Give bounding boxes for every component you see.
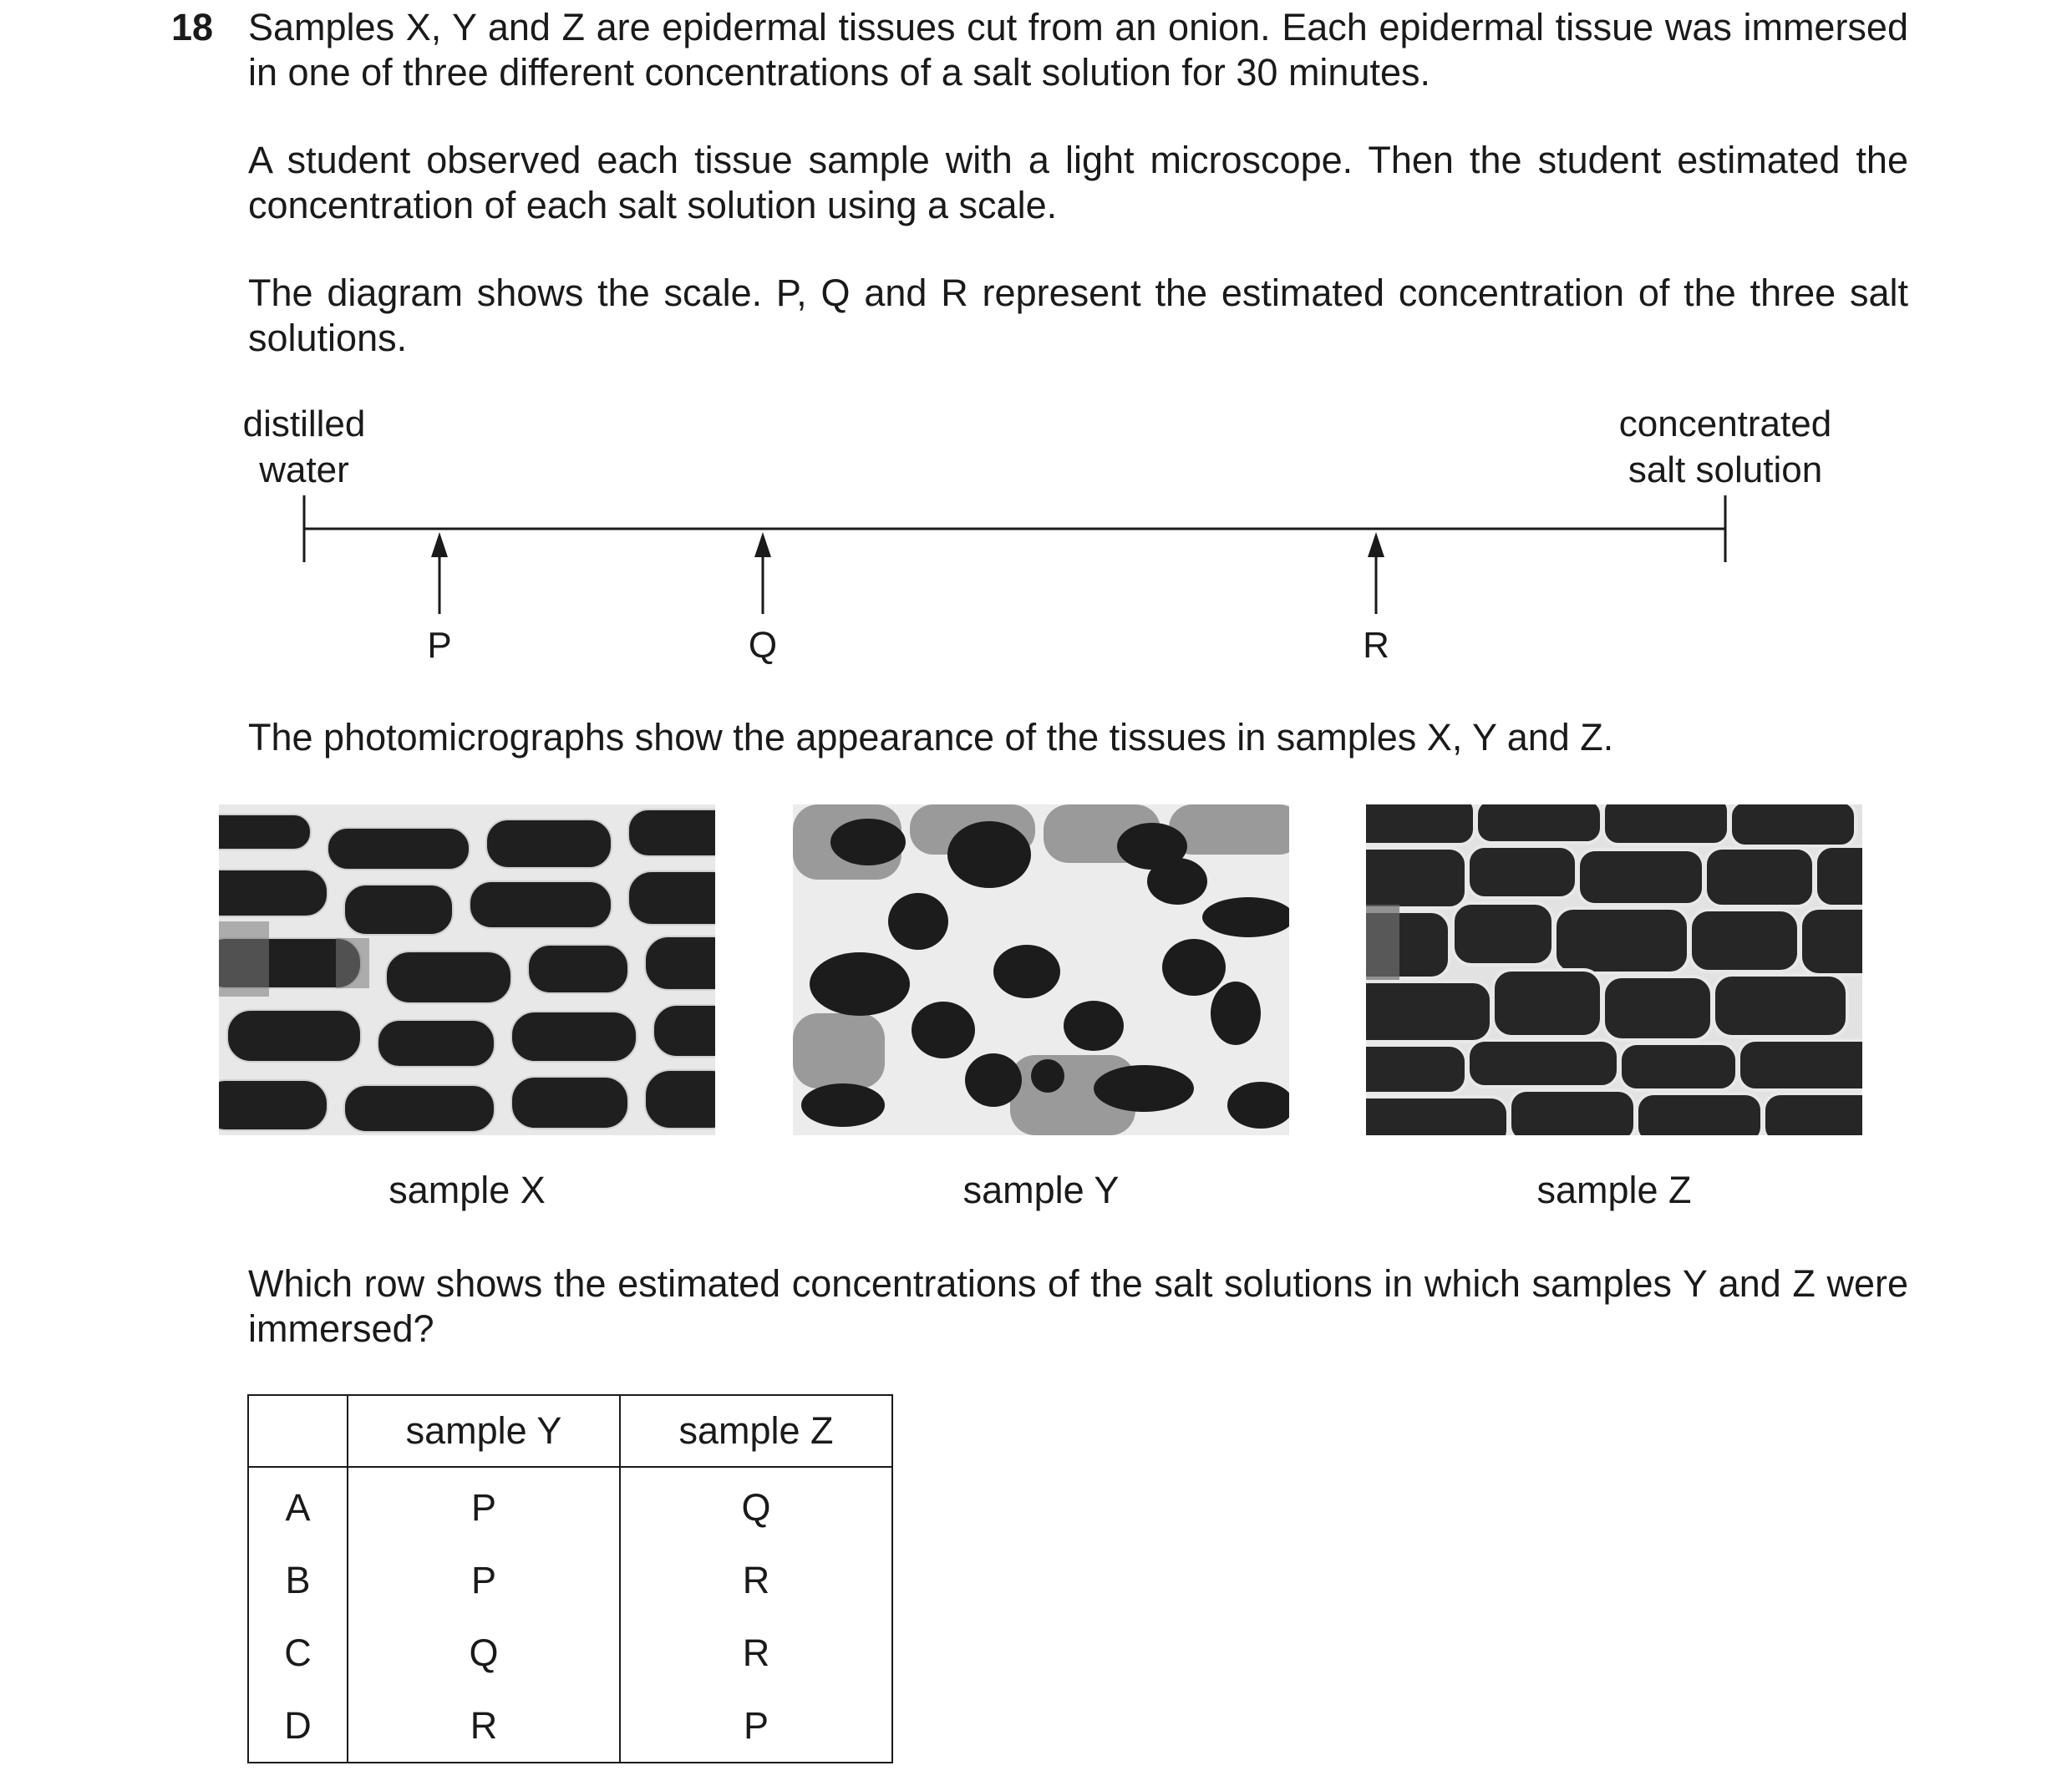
cell-sample-z: Q xyxy=(620,1467,892,1544)
option-letter: C xyxy=(248,1616,348,1689)
photomicrograph-sample-y xyxy=(793,804,1289,1135)
option-letter: A xyxy=(248,1467,348,1544)
marker-r-label: R xyxy=(1363,625,1389,666)
marker-p-label: P xyxy=(427,625,452,666)
scale-left-label-line2: water xyxy=(259,449,349,490)
answer-table-header-row xyxy=(248,1395,892,1467)
question-paragraph-4: The photomicrographs show the appearance of the tissues in samples X, Y and Z. xyxy=(248,716,1614,759)
option-letter: D xyxy=(248,1689,348,1763)
marker-q-label: Q xyxy=(748,625,778,666)
concentration-scale-diagram xyxy=(0,393,2072,677)
scale-right-label-line1: concentrated xyxy=(1618,403,1832,444)
cell-sample-y: P xyxy=(348,1544,620,1616)
question-paragraph-2: A student observed each tissue sample with a light microscope. Then the student estimated the concentration of each salt solution using a scale. xyxy=(248,139,1908,226)
marker-r-arrow xyxy=(1368,532,1384,614)
header-sample-y: sample Y xyxy=(348,1395,620,1467)
question-paragraph-3: The diagram shows the scale. P, Q and R represent the estimated concentration of the three salt solutions. xyxy=(248,271,1908,359)
table-row[interactable] xyxy=(248,1544,892,1616)
answer-table xyxy=(247,1394,893,1763)
question-paragraph-5: Which row shows the estimated concentrations of the salt solutions in which samples Y and Z were immersed? xyxy=(248,1262,1908,1350)
table-row[interactable] xyxy=(248,1467,892,1544)
cell-sample-y: R xyxy=(348,1689,620,1763)
scale-right-label-line2: salt solution xyxy=(1628,449,1823,490)
cell-sample-z: R xyxy=(620,1544,892,1616)
caption-sample-y: sample Y xyxy=(962,1169,1120,1211)
header-option-column xyxy=(248,1395,348,1467)
question-intro: Samples X, Y and Z are epidermal tissues cut from an onion. Each epidermal tissue was immersed in one of three different concentrations of a salt solution for 30 minutes. xyxy=(248,6,1908,94)
caption-sample-z: sample Z xyxy=(1536,1169,1692,1211)
option-letter: B xyxy=(248,1544,348,1616)
scale-left-label-line1: distilled xyxy=(242,403,366,444)
cell-sample-z: R xyxy=(620,1616,892,1689)
cell-sample-y: Q xyxy=(348,1616,620,1689)
header-sample-z: sample Z xyxy=(620,1395,892,1467)
cell-sample-y: P xyxy=(348,1467,620,1544)
cell-sample-z: P xyxy=(620,1689,892,1763)
caption-sample-x: sample X xyxy=(388,1169,546,1211)
table-row[interactable] xyxy=(248,1616,892,1689)
marker-p-arrow xyxy=(431,532,448,614)
photomicrograph-sample-z xyxy=(1366,804,1862,1135)
marker-q-arrow xyxy=(754,532,771,614)
photomicrograph-sample-x xyxy=(219,804,715,1135)
question-number: 18 xyxy=(171,6,214,48)
table-row[interactable] xyxy=(248,1689,892,1763)
